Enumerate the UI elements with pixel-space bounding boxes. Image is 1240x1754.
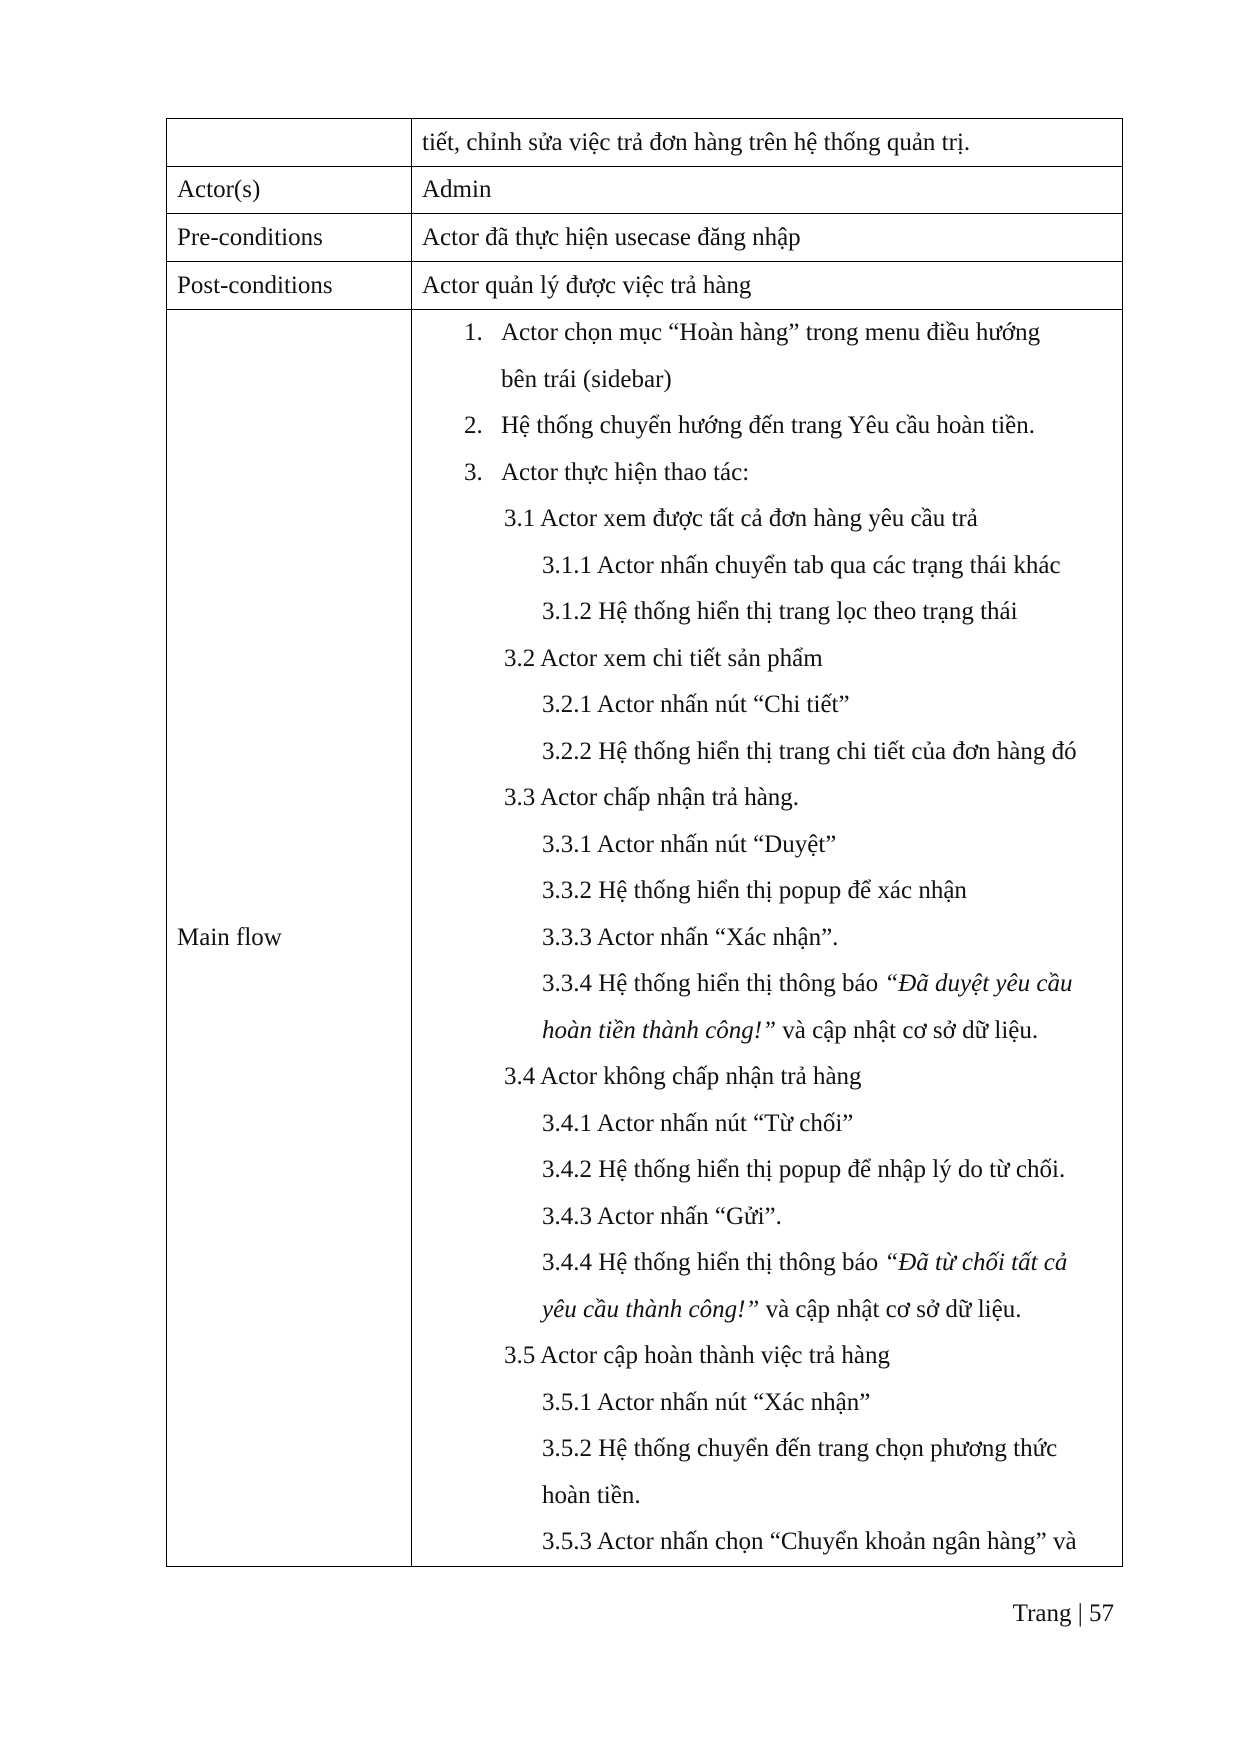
- flow-step-3-2: 3.2 Actor xem chi tiết sản phẩm: [504, 644, 823, 672]
- postconditions-label: Post-conditions: [167, 262, 412, 310]
- preconditions-value: Actor đã thực hiện usecase đăng nhập: [412, 214, 1123, 262]
- flow-step-3-4-1: 3.4.1 Actor nhấn nút “Từ chối”: [542, 1109, 854, 1137]
- table-row: [167, 167, 1123, 214]
- flow-step-3-3-4: 3.3.4 Hệ thống hiển thị thông báo “Đã duyệt yêu cầu: [542, 970, 1073, 997]
- flow-step-3-4: 3.4 Actor không chấp nhận trả hàng: [504, 1063, 862, 1090]
- flow-step-3-5-3: 3.5.3 Actor nhấn chọn “Chuyển khoản ngân hàng” và: [542, 1528, 1077, 1555]
- flow-step-3-3: 3.3 Actor chấp nhận trả hàng.: [504, 784, 800, 811]
- flow-step-3-3-1: 3.3.1 Actor nhấn nút “Duyệt”: [542, 830, 837, 858]
- flow-step-3-2-2: 3.2.2 Hệ thống hiển thị trang chi tiết của đơn hàng đó: [542, 737, 1077, 765]
- main-flow-steps: [412, 310, 1123, 1567]
- flow-step-3-1-1: 3.1.1 Actor nhấn chuyển tab qua các trạng thái khác: [542, 551, 1061, 579]
- flow-step-3: 3. Actor thực hiện thao tác:: [464, 458, 750, 486]
- flow-step-3-1-2: 3.1.2 Hệ thống hiển thị trang lọc theo trạng thái: [542, 598, 1018, 625]
- flow-step-3-5-2-cont: hoàn tiền.: [542, 1481, 641, 1509]
- row-label-empty: [167, 119, 412, 167]
- flow-step-3-5: 3.5 Actor cập hoàn thành việc trả hàng: [504, 1342, 890, 1369]
- flow-step-3-3-3: 3.3.3 Actor nhấn “Xác nhận”.: [542, 923, 839, 951]
- flow-step-3-4-4-cont: yêu cầu thành công!” và cập nhật cơ sở dữ liệu.: [542, 1295, 1022, 1323]
- flow-step-1: 1. Actor chọn mục “Hoàn hàng” trong menu điều hướng: [464, 319, 1041, 346]
- flow-step-3-4-4: 3.4.4 Hệ thống hiển thị thông báo “Đã từ chối tất cả: [542, 1249, 1068, 1276]
- table-row: [167, 119, 1123, 167]
- flow-step-3-2-1: 3.2.1 Actor nhấn nút “Chi tiết”: [542, 691, 850, 718]
- flow-step-3-4-3: 3.4.3 Actor nhấn “Gửi”.: [542, 1202, 782, 1230]
- flow-step-3-3-2: 3.3.2 Hệ thống hiển thị popup để xác nhận: [542, 877, 967, 904]
- actors-label: Actor(s): [167, 167, 412, 214]
- flow-step-2: 2. Hệ thống chuyển hướng đến trang Yêu cầu hoàn tiền.: [464, 412, 1036, 439]
- table-row: [167, 214, 1123, 262]
- usecase-table: [166, 118, 1123, 1567]
- page-number: Trang | 57: [1012, 1600, 1114, 1627]
- flow-step-1-cont: bên trái (sidebar): [501, 365, 672, 393]
- actors-value: Admin: [412, 167, 1123, 214]
- table-row: [167, 310, 1123, 1567]
- flow-step-3-5-2: 3.5.2 Hệ thống chuyển đến trang chọn phương thức: [542, 1435, 1058, 1462]
- postconditions-value: Actor quản lý được việc trả hàng: [412, 262, 1123, 310]
- flow-step-3-5-1: 3.5.1 Actor nhấn nút “Xác nhận”: [542, 1388, 871, 1416]
- description-continuation: tiết, chỉnh sửa việc trả đơn hàng trên hệ thống quản trị.: [412, 119, 1123, 167]
- table-row: [167, 262, 1123, 310]
- flow-step-3-3-4-cont: hoàn tiền thành công!” và cập nhật cơ sở dữ liệu.: [542, 1016, 1039, 1044]
- flow-step-3-4-2: 3.4.2 Hệ thống hiển thị popup để nhập lý do từ chối.: [542, 1156, 1066, 1183]
- preconditions-label: Pre-conditions: [167, 214, 412, 262]
- flow-step-3-1: 3.1 Actor xem được tất cả đơn hàng yêu cầu trả: [504, 505, 978, 532]
- main-flow-label: Main flow: [167, 310, 412, 1567]
